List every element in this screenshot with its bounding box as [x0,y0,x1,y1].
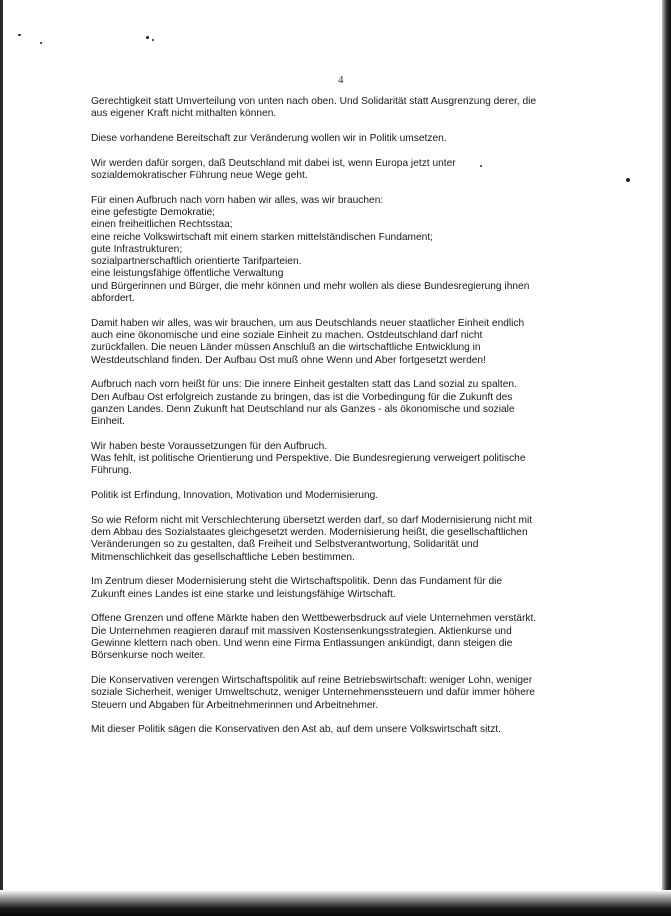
paragraph [91,675,571,712]
text-line: Gerechtigkeit statt Umverteilung von unten nach oben. Und Solidarität statt Ausgrenzung derer, die [91,96,537,107]
text-line: zurückfallen. Die neuen Länder müssen Anschluß an die wirtschaftliche Entwicklung in [91,342,481,354]
paragraph [91,441,571,478]
text-line: soziale Sicherheit, weniger Umweltschutz, weniger Unternehmenssteuern und dafür immer höhere [91,687,535,699]
text-line: So wie Reform nicht mit Verschlechterung übersetzt werden darf, so darf Modernisierung nicht mit [91,514,533,526]
text-line: Mit dieser Politik sägen die Konservativen den Ast ab, auf dem unsere Volkswirtschaft sitzt. [91,724,501,736]
text-line: gute Infrastrukturen; [91,243,183,255]
text-line: einen freiheitlichen Rechtsstaa; [91,219,233,231]
text-line: Damit haben wir alles, was wir brauchen, um aus Deutschlands neuer staatlicher Einheit endlich [91,317,525,329]
text-line: Wir werden dafür sorgen, daß Deutschland mit dabei ist, wenn Europa jetzt unter [91,157,456,169]
text-line: eine gefestigte Demokratie; [91,206,216,218]
text-line: Gewinne klettern nach oben. Und wenn eine Firma Entlassungen ankündigt, dann steigen die [91,638,513,649]
text-line: Einheit. [91,416,125,428]
scan-speck [626,178,630,182]
text-line: Wir haben beste Voraussetzungen für den Aufbruch. [91,440,328,452]
scan-speck [152,39,154,41]
text-line: Veränderungen so zu gestalten, daß Freiheit und Selbstverantwortung, Solidarität und [91,539,479,551]
scan-right-edge [662,0,671,916]
text-line: auch eine ökonomische und eine soziale Einheit zu machen. Ostdeutschland darf nicht [91,330,483,342]
text-line: Führung. [91,465,132,477]
text-line: Für einen Aufbruch nach vorn haben wir alles, was wir brauchen: [91,194,384,206]
text-line: Den Aufbau Ost erfolgreich zustande zu bringen, das ist die Vorbedingung für die Zukunft des [91,391,513,403]
text-line: abfordert. [91,293,135,305]
text-line: sozialpartnerschaftlich orientierte Tarifparteien. [91,256,302,268]
paragraph [91,515,571,564]
text-line: Politik ist Erfindung, Innovation, Motivation und Modernisierung. [91,490,379,502]
text-line: Steuern und Abgaben für Arbeitnehmerinnen und Arbeitnehmer. [91,699,379,711]
text-line: und Bürgerinnen und Bürger, die mehr können und mehr wollen als diese Bundesregierung ihnen [91,280,530,292]
text-line: aus eigener Kraft nicht mithalten können. [91,108,277,120]
paragraph [91,576,571,601]
text-line: Zukunft eines Landes ist eine starke und leistungsfähige Wirtschaft. [91,588,396,600]
paragraph [91,318,571,367]
text-line: Offene Grenzen und offene Märkte haben den Wettbewerbsdruck auf viele Unternehmen verstärkt. [91,613,537,625]
paragraph [91,379,571,428]
paragraph [91,158,571,183]
scan-bottom-edge [0,890,671,916]
paragraph [91,96,571,121]
paragraph [91,195,571,306]
text-line: eine reiche Volkswirtschaft mit einem starken mittelständischen Fundament; [91,231,434,243]
scan-left-edge [0,0,3,916]
text-line: Im Zentrum dieser Modernisierung steht die Wirtschaftspolitik. Denn das Fundament für die [91,576,503,588]
text-line: ganzen Landes. Denn Zukunft hat Deutschland nur als Ganzes - als ökonomische und soziale [91,403,515,415]
document-body [91,96,571,749]
text-line: dem Abbau des Sozialstaates gleichgesetzt werden. Modernisierung heißt, die gesellschaftlichen [91,527,528,539]
paragraph [91,613,571,662]
text-line: sozialdemokratischer Führung neue Wege geht. [91,169,308,181]
paragraph [91,133,571,145]
page-number: 4 [338,74,344,86]
text-line: Börsenkurse noch weiter. [91,650,206,662]
text-line: Diese vorhandene Bereitschaft zur Veränderung wollen wir in Politik umsetzen. [91,132,447,144]
text-line: Die Konservativen verengen Wirtschaftspolitik auf reine Betriebswirtschaft: weniger Lohn, weniger [91,674,533,686]
text-line: Was fehlt, ist politische Orientierung und Perspektive. Die Bundesregierung verweigert politische [91,453,526,465]
scan-speck [146,36,149,39]
text-line: Westdeutschland finden. Der Aufbau Ost muß ohne Wenn und Aber fortgesetzt werden! [91,354,486,366]
scan-speck [40,42,42,44]
text-line: Mitmenschlichkeit das gesellschaftliche Leben bestimmen. [91,551,355,563]
text-line: Die Unternehmen reagieren darauf mit massiven Kostensenkungsstrategien. Aktienkurse und [91,625,512,637]
text-line: Aufbruch nach vorn heißt für uns: Die innere Einheit gestalten statt das Land sozial zu spalten. [91,379,517,391]
paragraph [91,490,571,502]
scan-speck [18,34,21,36]
paragraph [91,724,571,736]
text-line: eine leistungsfähige öffentliche Verwaltung [91,268,284,280]
